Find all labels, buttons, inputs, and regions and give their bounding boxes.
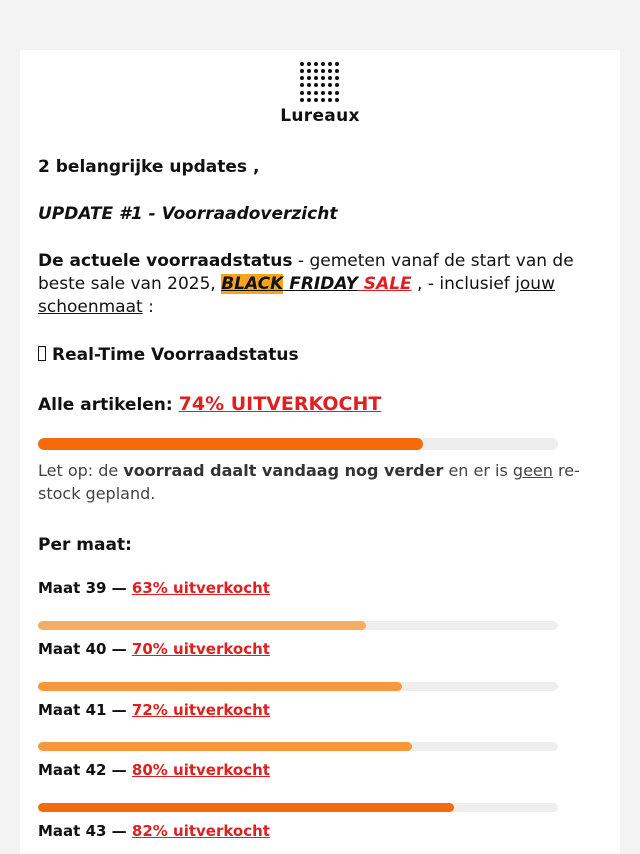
size-row	[38, 578, 603, 598]
progress-fill	[38, 438, 423, 450]
size-row	[38, 821, 603, 841]
per-size-heading: Per maat:	[38, 535, 132, 555]
all-items-label: Alle artikelen:	[38, 395, 179, 415]
size-row	[38, 700, 603, 720]
note-suffix: re-stock gepland.	[38, 461, 580, 503]
placeholder-icon	[38, 346, 46, 361]
all-items-row	[38, 393, 603, 417]
note-prefix: Let op: de	[38, 461, 124, 480]
size-label: Maat 42 —	[38, 761, 132, 779]
friday-text: FRIDAY	[283, 274, 358, 294]
size-progress	[38, 621, 558, 630]
all-items-progress	[38, 438, 558, 450]
realtime-heading	[38, 344, 603, 367]
realtime-label: Real-Time Voorraadstatus	[52, 345, 299, 365]
progress-fill	[38, 742, 412, 751]
status-lead: De actuele voorraadstatus	[38, 251, 293, 271]
email-card	[20, 50, 620, 854]
geen-link[interactable]: geen	[512, 461, 553, 480]
note-bold: voorraad daalt vandaag nog verder	[123, 461, 444, 480]
intro-heading: 2 belangrijke updates ,	[38, 157, 260, 177]
dot-grid-icon	[300, 62, 340, 102]
status-part2: , - inclusief	[411, 274, 516, 294]
size-label: Maat 40 —	[38, 640, 132, 658]
update-title: UPDATE #1 - Voorraadoverzicht	[38, 204, 338, 224]
size-row	[38, 639, 603, 659]
progress-fill	[38, 803, 454, 812]
status-part1: - gemeten vanaf de start van de beste sale van 2025,	[38, 251, 574, 294]
size-sold-link[interactable]: 70% uitverkocht	[131, 640, 270, 658]
shoe-size-link[interactable]: jouw schoenmaat	[38, 274, 555, 317]
size-label: Maat 41 —	[38, 701, 132, 719]
size-sold-link[interactable]: 80% uitverkocht	[131, 761, 270, 779]
size-sold-link[interactable]: 63% uitverkocht	[131, 579, 270, 597]
size-progress	[38, 682, 558, 691]
size-sold-link[interactable]: 72% uitverkocht	[131, 701, 270, 719]
size-progress	[38, 803, 558, 812]
all-items-sold-link[interactable]: 74% UITVERKOCHT	[178, 393, 382, 415]
note-mid: en er is	[443, 461, 513, 480]
brand-logo[interactable]	[20, 62, 620, 126]
sale-text: SALE	[357, 274, 412, 294]
status-end: :	[142, 297, 154, 317]
progress-fill	[38, 682, 402, 691]
progress-fill	[38, 621, 366, 630]
size-row	[38, 760, 603, 780]
black-highlight: BLACK	[221, 274, 284, 294]
stock-note	[38, 459, 603, 505]
brand-name: Lureaux	[280, 106, 360, 126]
size-label: Maat 43 —	[38, 822, 132, 840]
size-sold-link[interactable]: 82% uitverkocht	[131, 822, 270, 840]
status-paragraph	[38, 250, 603, 319]
size-progress	[38, 742, 558, 751]
size-label: Maat 39 —	[38, 579, 132, 597]
